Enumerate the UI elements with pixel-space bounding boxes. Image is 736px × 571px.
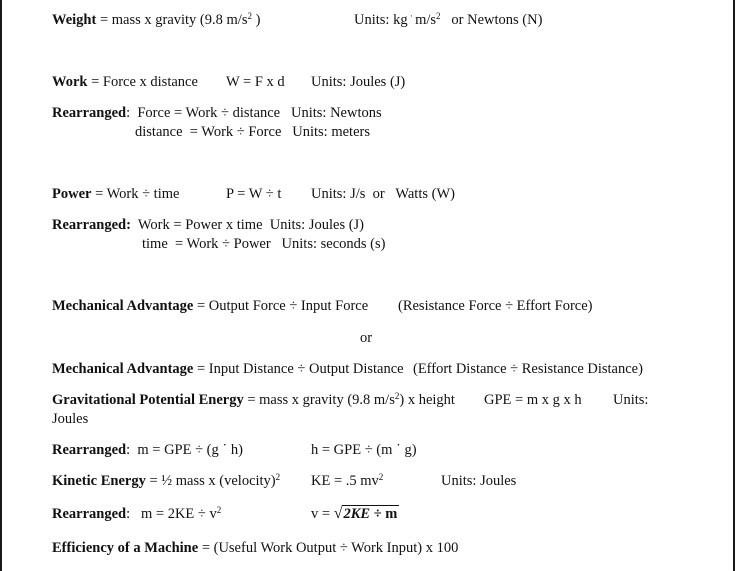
gpe-units-value: Joules: [52, 411, 89, 427]
ke-rearranged-v: v = √2KE ÷ m: [311, 505, 398, 522]
ke-rearranged-m: Rearranged: $m = 2KE \div v^2$: [52, 505, 222, 522]
gpe-units-label: Units:: [613, 392, 649, 408]
power-symbolic: P = W ÷ t: [226, 186, 282, 202]
work-symbolic: W = F x d: [226, 74, 285, 90]
mechanical-advantage-force-alt: (Resistance Force ÷ Effort Force): [398, 298, 593, 314]
gpe-formula: Gravitational Potential Energy = mass x gravity (9.8 $m/s^2$) x height: [52, 391, 455, 408]
weight-formula: Weight = mass x gravity (9.8 $m/s^2$ ): [52, 11, 261, 28]
or-separator: or: [360, 330, 373, 346]
power-units: Units: J/s or Watts (W): [311, 186, 455, 202]
power-rearranged-line1: Rearranged: Work = Power x time Units: Joules (J): [52, 217, 365, 233]
work-formula: Work = Force x distance: [52, 74, 198, 90]
gpe-term: Gravitational Potential Energy: [52, 392, 244, 408]
mechanical-advantage-force: Mechanical Advantage = Output Force ÷ Input Force: [52, 298, 369, 314]
work-units: Units: Joules (J): [311, 74, 406, 90]
work-rearranged-line1: Rearranged: Force = Work ÷ distance Units: Newtons: [52, 105, 382, 121]
rearranged-label: Rearranged:: [52, 217, 131, 233]
gpe-rearranged-h: h = GPE ÷ (m ˙ g): [311, 442, 417, 458]
ke-formula: Kinetic Energy = ½ mass x (velocity)$^2$: [52, 472, 281, 489]
ke-units: Units: Joules: [441, 473, 517, 489]
work-rearranged-line2: distance = Work ÷ Force Units: meters: [135, 124, 370, 140]
rearranged-label: Rearranged: [52, 506, 127, 522]
mechanical-advantage-term: Mechanical Advantage: [52, 298, 194, 314]
weight-term: Weight: [52, 12, 97, 28]
efficiency-term: Efficiency of a Machine: [52, 540, 199, 556]
page-left-border: [0, 0, 2, 571]
gpe-rearranged-m: Rearranged: m = GPE ÷ (g ˙ h): [52, 442, 243, 458]
gpe-symbolic: GPE = m x g x h: [484, 392, 582, 408]
ke-term: Kinetic Energy: [52, 473, 146, 489]
mechanical-advantage-distance-alt: (Effort Distance ÷ Resistance Distance): [413, 361, 643, 377]
radicand: 2KE ÷ m: [343, 506, 398, 522]
power-term: Power: [52, 186, 92, 202]
efficiency-formula: Efficiency of a Machine = (Useful Work Output ÷ Work Input) x 100: [52, 540, 459, 556]
rearranged-label: Rearranged: [52, 105, 127, 121]
square-root-icon: √: [333, 505, 343, 522]
power-rearranged-line2: time = Work ÷ Power Units: seconds (s): [142, 236, 386, 252]
ke-symbolic: KE = .5 $mv^2$: [311, 472, 384, 489]
rearranged-label: Rearranged: [52, 442, 127, 458]
mechanical-advantage-term: Mechanical Advantage: [52, 361, 194, 377]
weight-units: Units: kg · $m/s^2$ or Newtons (N): [354, 11, 543, 28]
page-right-border: [733, 0, 735, 571]
work-term: Work: [52, 74, 88, 90]
mechanical-advantage-distance: Mechanical Advantage = Input Distance ÷ Output Distance: [52, 361, 404, 377]
power-formula: Power = Work ÷ time: [52, 186, 180, 202]
